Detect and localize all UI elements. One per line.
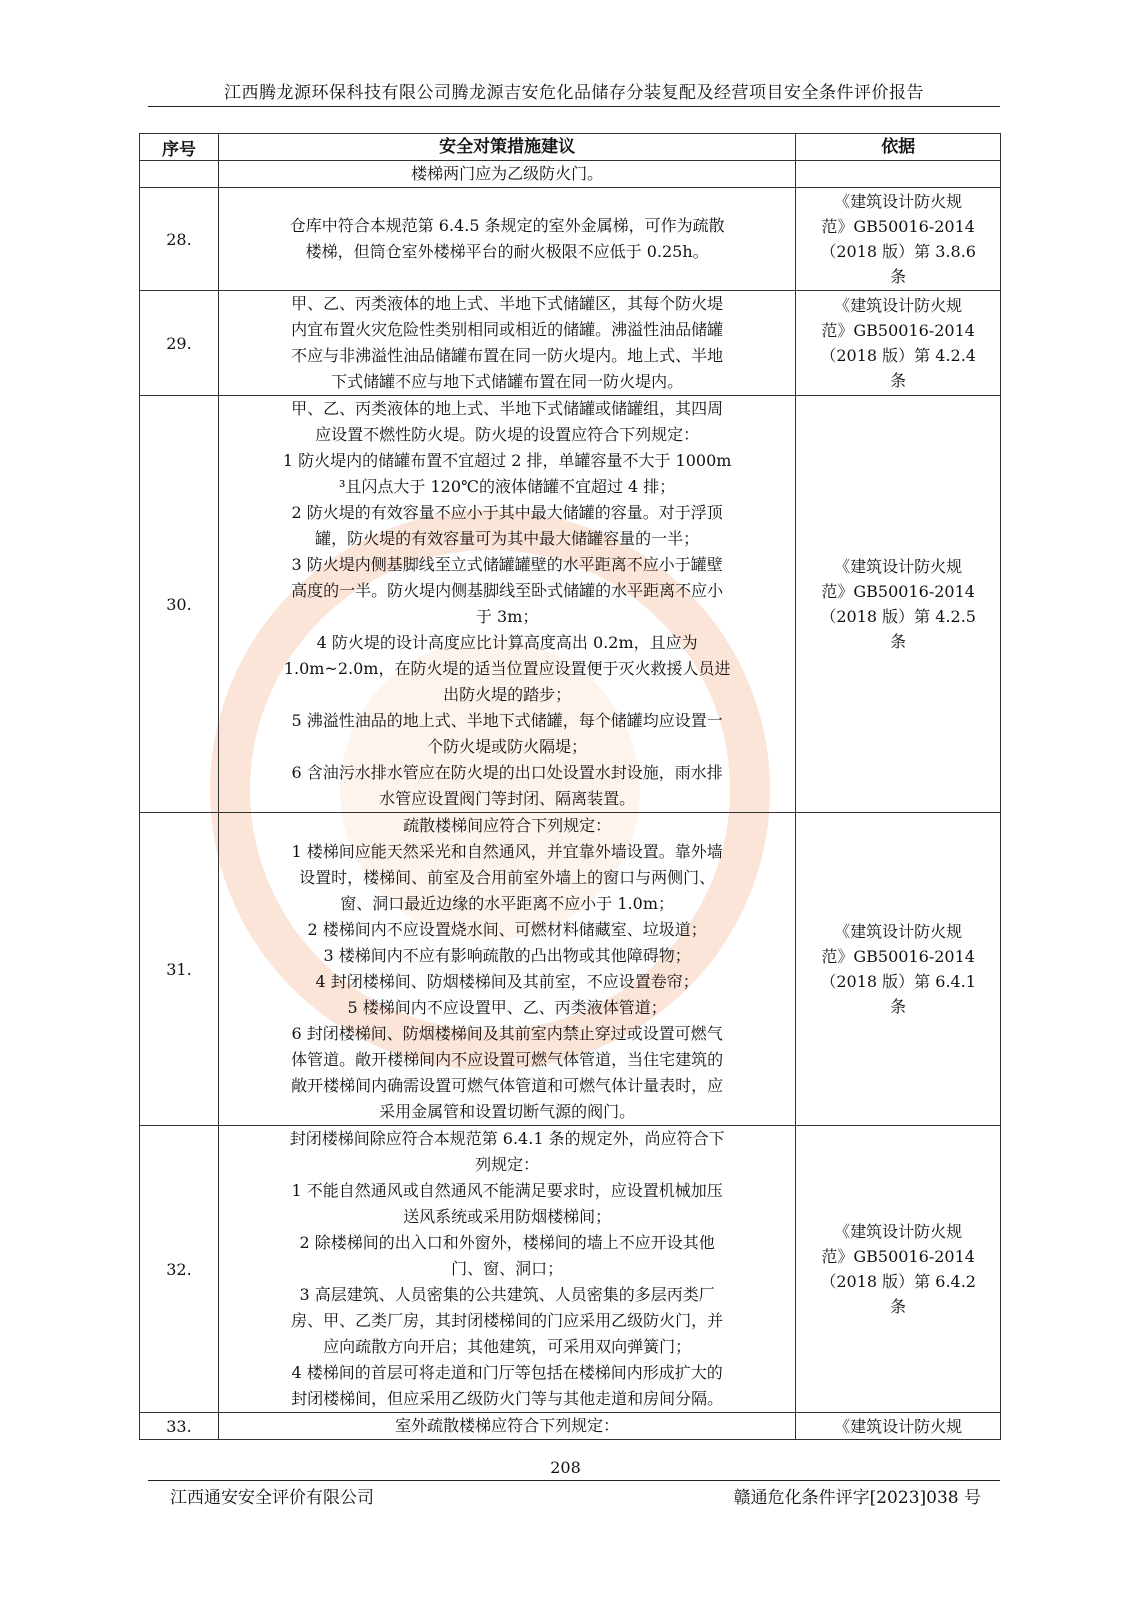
row-basis bbox=[796, 1413, 1001, 1440]
table-header-row bbox=[140, 134, 1001, 161]
measure-line: 4 封闭楼梯间、防烟楼梯间及其前室，不应设置卷帘； bbox=[315, 972, 699, 991]
measure-line: 室外疏散楼梯应符合下列规定： bbox=[395, 1416, 620, 1435]
row-basis bbox=[796, 396, 1001, 813]
footer-divider bbox=[148, 1480, 1000, 1481]
measure-line: 个防火堤或防火隔堤； bbox=[427, 737, 588, 756]
basis-line: 条 bbox=[890, 267, 907, 286]
measure-line: 高度的一半。防火堤内侧基脚线至卧式储罐的水平距离不应小 bbox=[291, 581, 724, 600]
basis-line: 《建筑设计防火规 bbox=[834, 192, 963, 211]
basis-line: 《建筑设计防火规 bbox=[834, 296, 963, 315]
row-number: 28. bbox=[140, 188, 219, 291]
row-number: 33. bbox=[140, 1413, 219, 1440]
measure-line: 设置时，楼梯间、前室及合用前室外墙上的窗口与两侧门、 bbox=[299, 868, 716, 887]
basis-line: 《建筑设计防火规 bbox=[834, 1222, 963, 1241]
measure-line: 5 沸溢性油品的地上式、半地下式储罐，每个储罐均应设置一 bbox=[291, 711, 723, 730]
row-basis bbox=[796, 291, 1001, 396]
footer-doc-number: 赣通危化条件评字[2023]038 号 bbox=[733, 1488, 981, 1508]
basis-line: 条 bbox=[890, 1297, 907, 1316]
basis-line: 《建筑设计防火规 bbox=[834, 1416, 963, 1436]
row-number bbox=[140, 161, 219, 188]
measure-line: 6 封闭楼梯间、防烟楼梯间及其前室内禁止穿过或设置可燃气 bbox=[291, 1024, 723, 1043]
measure-line: 罐，防火堤的有效容量可为其中最大储罐容量的一半； bbox=[315, 529, 700, 548]
row-measures bbox=[218, 813, 795, 1126]
measure-line: ³且闪点大于 120℃的液体储罐不宜超过 4 排； bbox=[339, 477, 676, 496]
measure-line: 下式储罐不应与地下式储罐布置在同一防火堤内。 bbox=[331, 372, 684, 391]
measure-line: 应设置不燃性防火堤。防火堤的设置应符合下列规定： bbox=[315, 425, 700, 444]
col-header-measures: 安全对策措施建议 bbox=[218, 134, 795, 161]
header-divider bbox=[148, 106, 1000, 107]
measure-line: 4 防火堤的设计高度应比计算高度高出 0.2m，且应为 bbox=[316, 633, 698, 652]
safety-measures-table bbox=[139, 133, 1001, 1440]
measure-line: 3 防火堤内侧基脚线至立式储罐罐壁的水平距离不应小于罐壁 bbox=[291, 555, 723, 574]
table-row bbox=[140, 161, 1001, 188]
measure-line: 不应与非沸溢性油品储罐布置在同一防火堤内。地上式、半地 bbox=[291, 346, 724, 365]
measure-line: 内宜布置火灾危险性类别相同或相近的储罐。沸溢性油品储罐 bbox=[291, 320, 724, 339]
measure-line: 甲、乙、丙类液体的地上式、半地下式储罐区，其每个防火堤 bbox=[291, 294, 724, 313]
basis-line: 范》GB50016-2014 bbox=[821, 217, 975, 236]
measure-line: 1 防火堤内的储罐布置不宜超过 2 排，单罐容量不大于 1000m bbox=[282, 451, 732, 470]
row-measures bbox=[218, 188, 795, 291]
measure-line: 仓库中符合本规范第 6.4.5 条规定的室外金属梯，可作为疏散 bbox=[289, 216, 725, 235]
basis-line: 范》GB50016-2014 bbox=[821, 947, 975, 966]
basis-line: （2018 版）第 3.8.6 bbox=[820, 242, 976, 261]
basis-line: 条 bbox=[890, 371, 907, 390]
page-header-title: 江西腾龙源环保科技有限公司腾龙源吉安危化品储存分装复配及经营项目安全条件评价报告 bbox=[224, 83, 924, 103]
basis-line: 范》GB50016-2014 bbox=[821, 1247, 975, 1266]
measure-line: 甲、乙、丙类液体的地上式、半地下式储罐或储罐组，其四周 bbox=[291, 399, 724, 418]
measure-line: 2 防火堤的有效容量不应小于其中最大储罐的容量。对于浮顶 bbox=[291, 503, 723, 522]
measure-line: 2 除楼梯间的出入口和外窗外，楼梯间的墙上不应开设其他 bbox=[299, 1233, 715, 1252]
page-number: 208 bbox=[550, 1458, 581, 1477]
measure-line: 出防火堤的踏步； bbox=[443, 685, 572, 704]
basis-line: 《建筑设计防火规 bbox=[834, 557, 963, 576]
measure-line: 疏散楼梯间应符合下列规定： bbox=[403, 816, 612, 835]
basis-line: （2018 版）第 4.2.4 bbox=[820, 346, 976, 365]
row-number: 29. bbox=[140, 291, 219, 396]
measure-line: 封闭楼梯间，但应采用乙级防火门等与其他走道和房间分隔。 bbox=[291, 1389, 724, 1408]
row-measures bbox=[218, 396, 795, 813]
basis-line: 范》GB50016-2014 bbox=[821, 321, 975, 340]
measure-line: 门、窗、洞口； bbox=[451, 1259, 564, 1278]
table-row bbox=[140, 1126, 1001, 1413]
basis-line: 范》GB50016-2014 bbox=[821, 582, 975, 601]
measure-line: 房、甲、乙类厂房，其封闭楼梯间的门应采用乙级防火门，并 bbox=[291, 1311, 724, 1330]
basis-line: （2018 版）第 6.4.2 bbox=[820, 1272, 976, 1291]
measure-line: 1.0m~2.0m，在防火堤的适当位置应设置便于灭火救援人员进 bbox=[283, 659, 731, 678]
row-basis bbox=[796, 161, 1001, 188]
col-header-basis: 依据 bbox=[796, 134, 1001, 161]
col-header-number: 序号 bbox=[140, 134, 219, 161]
row-basis bbox=[796, 813, 1001, 1126]
measure-line: 5 楼梯间内不应设置甲、乙、丙类液体管道； bbox=[347, 998, 667, 1017]
table-row bbox=[140, 188, 1001, 291]
table-row bbox=[140, 396, 1001, 813]
measure-line: 2 楼梯间内不应设置烧水间、可燃材料储藏室、垃圾道； bbox=[307, 920, 707, 939]
measure-line: 敞开楼梯间内确需设置可燃气体管道和可燃气体计量表时，应 bbox=[291, 1076, 724, 1095]
measure-line: 采用金属管和设置切断气源的阀门。 bbox=[379, 1102, 636, 1121]
row-measures bbox=[218, 1413, 795, 1440]
measure-line: 1 楼梯间应能天然采光和自然通风，并宜靠外墙设置。靠外墙 bbox=[291, 842, 723, 861]
table-row bbox=[140, 291, 1001, 396]
measure-line: 封闭楼梯间除应符合本规范第 6.4.1 条的规定外，尚应符合下 bbox=[289, 1129, 725, 1148]
row-number: 32. bbox=[140, 1126, 219, 1413]
row-number: 31. bbox=[140, 813, 219, 1126]
measure-line: 送风系统或采用防烟楼梯间； bbox=[403, 1207, 612, 1226]
table-row bbox=[140, 1413, 1001, 1440]
measure-line: 体管道。敞开楼梯间内不应设置可燃气体管道，当住宅建筑的 bbox=[291, 1050, 724, 1069]
row-number: 30. bbox=[140, 396, 219, 813]
basis-line: 《建筑设计防火规 bbox=[834, 922, 963, 941]
row-measures bbox=[218, 161, 795, 188]
basis-line: 条 bbox=[890, 997, 907, 1016]
measure-line: 4 楼梯间的首层可将走道和门厅等包括在楼梯间内形成扩大的 bbox=[291, 1363, 723, 1382]
row-measures bbox=[218, 291, 795, 396]
measure-line: 3 高层建筑、人员密集的公共建筑、人员密集的多层丙类厂 bbox=[299, 1285, 715, 1304]
measure-line: 应向疏散方向开启；其他建筑，可采用双向弹簧门； bbox=[323, 1337, 692, 1356]
measure-line: 楼梯两门应为乙级防火门。 bbox=[411, 164, 604, 183]
row-measures bbox=[218, 1126, 795, 1413]
basis-line: （2018 版）第 6.4.1 bbox=[820, 972, 976, 991]
measure-line: 楼梯，但筒仓室外楼梯平台的耐火极限不应低于 0.25h。 bbox=[305, 242, 709, 261]
row-basis bbox=[796, 188, 1001, 291]
measure-line: 3 楼梯间内不应有影响疏散的凸出物或其他障碍物； bbox=[323, 946, 691, 965]
measure-line: 水管应设置阀门等封闭、隔离装置。 bbox=[379, 789, 636, 808]
measure-line: 1 不能自然通风或自然通风不能满足要求时，应设置机械加压 bbox=[291, 1181, 723, 1200]
measure-line: 窗、洞口最近边缘的水平距离不应小于 1.0m； bbox=[340, 894, 674, 913]
table-row bbox=[140, 813, 1001, 1126]
measure-line: 于 3m； bbox=[475, 607, 539, 626]
basis-line: 条 bbox=[890, 632, 907, 651]
row-basis bbox=[796, 1126, 1001, 1413]
measure-line: 列规定： bbox=[475, 1155, 540, 1174]
measure-line: 6 含油污水排水管应在防火堤的出口处设置水封设施，雨水排 bbox=[291, 763, 723, 782]
basis-line: （2018 版）第 4.2.5 bbox=[820, 607, 976, 626]
footer-company: 江西通安安全评价有限公司 bbox=[170, 1488, 374, 1508]
